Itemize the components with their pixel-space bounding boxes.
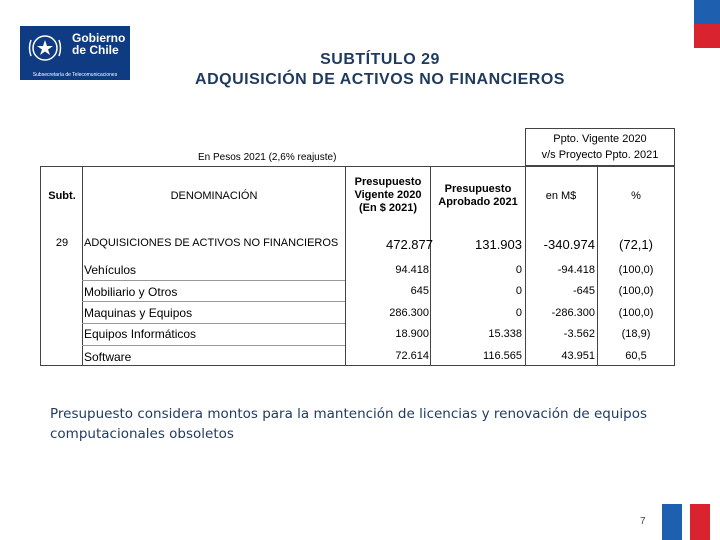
header-en-m: en M$	[545, 190, 577, 202]
col-divider	[82, 166, 83, 366]
row-name: ADQUISICIONES DE ACTIVOS NO FINANCIEROS	[84, 237, 339, 249]
row-divider	[82, 345, 345, 346]
row-pct: (100,0)	[618, 264, 654, 276]
page-number: 7	[640, 516, 646, 527]
ppto-comparison-label	[525, 128, 675, 166]
row-aprobado: 116.565	[483, 350, 522, 362]
row-vigente: 645	[410, 285, 429, 297]
row-divider	[82, 280, 345, 281]
row-vigente: 286.300	[389, 307, 429, 319]
col-divider	[345, 166, 346, 366]
row-diff: -645	[572, 285, 595, 297]
budget-note: Presupuesto considera montos para la mantención de licencias y renovación de equipos computacionales obsoletos	[50, 406, 648, 442]
row-vigente: 472.877	[386, 237, 433, 252]
row-pct: (18,9)	[621, 328, 651, 340]
header-vigente-line-1: Presupuesto	[354, 176, 422, 188]
row-aprobado: 131.903	[475, 237, 522, 252]
row-pct: (72,1)	[619, 237, 653, 252]
row-name: Maquinas y Equipos	[84, 306, 193, 320]
row-name: Mobiliario y Otros	[84, 285, 178, 299]
row-diff: -340.974	[543, 237, 595, 252]
row-name: Software	[84, 350, 132, 364]
row-vigente: 94.418	[395, 264, 429, 276]
row-diff: -3.562	[563, 328, 595, 340]
row-pct: 60,5	[625, 350, 647, 362]
ppto-line-1: Ppto. Vigente 2020	[553, 133, 647, 145]
row-diff: -286.300	[551, 307, 595, 319]
row-aprobado: 15.338	[488, 328, 522, 340]
flag-stripe-bottom-red	[690, 504, 710, 540]
row-name: Vehículos	[84, 263, 137, 277]
row-divider	[82, 301, 345, 302]
row-pct: (100,0)	[618, 285, 654, 297]
row-vigente: 72.614	[395, 350, 429, 362]
row-vigente: 18.900	[395, 328, 429, 340]
header-pct: %	[631, 190, 641, 202]
col-divider	[430, 166, 431, 366]
page-title	[100, 50, 660, 90]
currency-note: En Pesos 2021 (2,6% reajuste)	[198, 152, 337, 163]
col-divider	[597, 166, 598, 366]
header-vigente-line-2: Vigente 2020	[354, 189, 422, 201]
flag-stripe-bottom	[662, 504, 688, 540]
header-aprobado-line-1: Presupuesto	[444, 183, 512, 195]
row-aprobado: 0	[515, 307, 522, 319]
row-subt: 29	[55, 237, 69, 249]
flag-stripe-top	[694, 0, 720, 48]
header-vigente-line-3: (En $ 2021)	[358, 202, 418, 214]
row-divider	[82, 323, 345, 324]
logo-subtitle: Subsecretaría de Telecomunicaciones	[20, 70, 130, 80]
row-diff: 43.951	[561, 350, 595, 362]
chile-coat-of-arms-icon	[25, 30, 65, 66]
col-divider	[525, 166, 526, 366]
title-line-1: SUBTÍTULO 29	[320, 51, 440, 68]
ppto-line-2: v/s Proyecto Ppto. 2021	[541, 149, 659, 161]
row-name: Equipos Informáticos	[84, 327, 197, 341]
logo-name: Gobierno de Chile	[72, 31, 126, 57]
header-aprobado	[432, 183, 524, 209]
header-denominacion: DENOMINACIÓN	[170, 190, 258, 202]
row-aprobado: 0	[515, 264, 522, 276]
row-diff: -94.418	[557, 264, 595, 276]
header-subt: Subt.	[48, 190, 76, 202]
header-aprobado-line-2: Aprobado 2021	[438, 196, 518, 208]
row-pct: (100,0)	[618, 307, 654, 319]
title-line-2: ADQUISICIÓN DE ACTIVOS NO FINANCIEROS	[195, 71, 565, 88]
header-vigente	[347, 176, 429, 215]
row-aprobado: 0	[515, 285, 522, 297]
